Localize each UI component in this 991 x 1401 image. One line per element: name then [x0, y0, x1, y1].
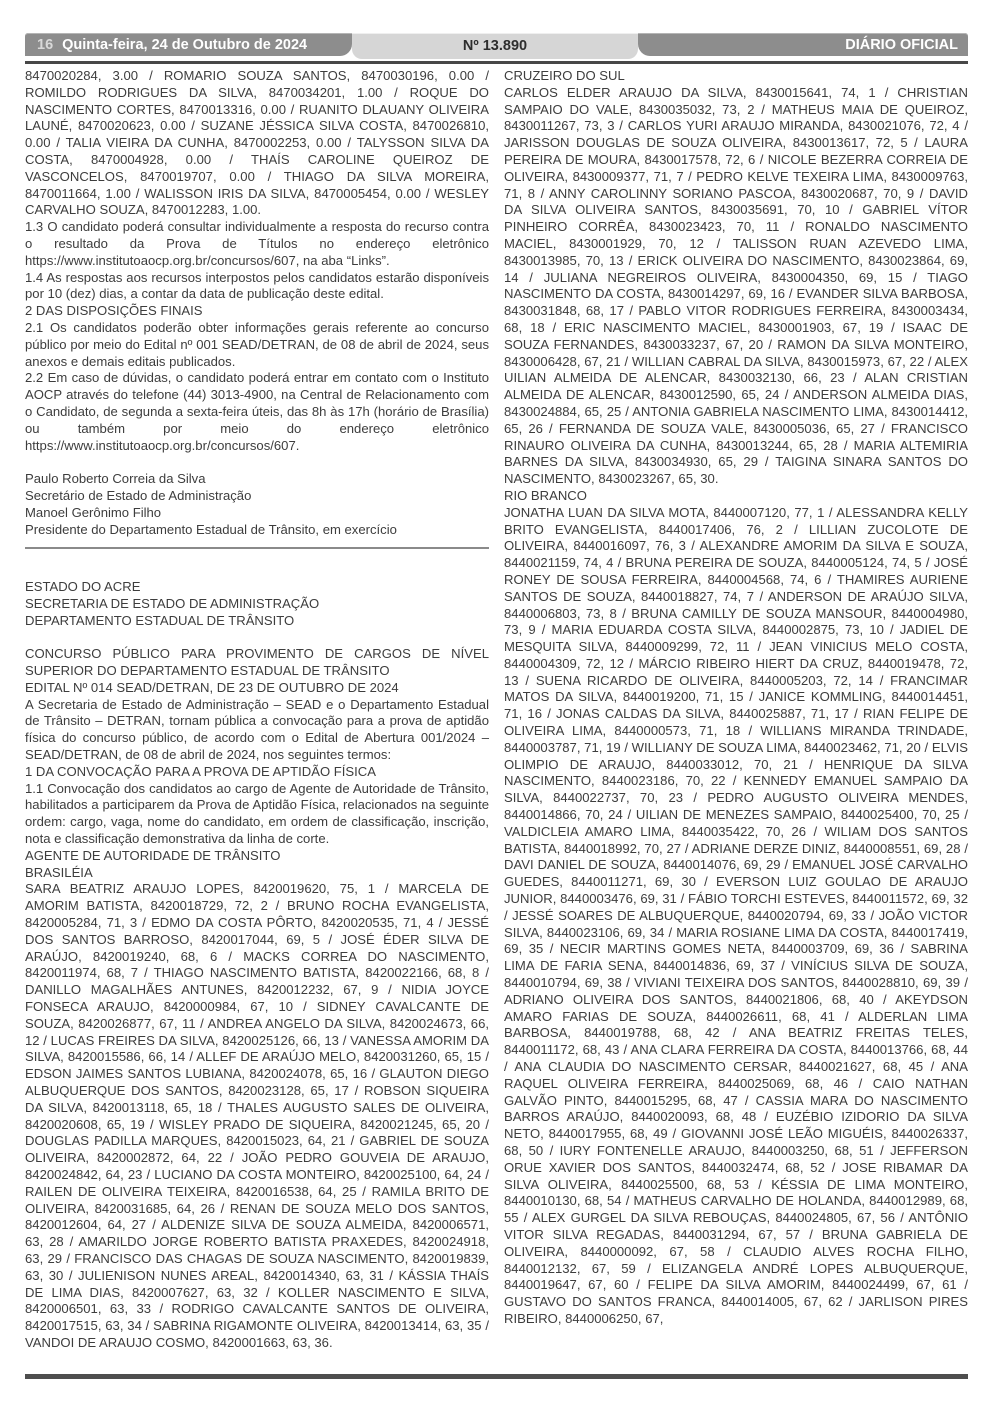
spacer [25, 630, 489, 647]
edital-intro: A Secretaria de Estado de Administração – SEAD e o Departamento Estadual de Trânsito – DETRAN, tornam pública a convocação para a prova de aptidão física do concurso público, de acordo com o Edital de Abertura 001/2024 – SEAD/DETRAN, de 08 de abril de 2024, nos seguintes termos: [25, 696, 489, 763]
city-heading-brasileia: BRASILÉIA [25, 864, 93, 880]
signature-role: Secretário de Estado de Administração [25, 487, 252, 503]
edition-number: Nº 13.890 [462, 38, 528, 54]
heading-section-1: 1 DA CONVOCAÇÃO PARA A PROVA DE APTIDÃO FÍSICA [25, 763, 376, 779]
role-heading: AGENTE DE AUTORIDADE DE TRÂNSITO [25, 847, 281, 863]
edital-number: EDITAL Nº 014 SEAD/DETRAN, DE 23 DE OUTUBRO DE 2024 [25, 679, 399, 695]
paragraph-item-1-4: 1.4 As respostas aos recursos interpostos pelos candidatos estarão disponíveis por 10 (dez) dias, a contar da data de publicação deste edital. [25, 269, 489, 302]
paragraph-item-2-2: 2.2 Em caso de dúvidas, o candidato poderá entrar em contato com o Instituto AOCP através do telefone (44) 3013-4900, na Central de Relacionamento com o Candidato, de segunda a sexta-feira úteis, das 8h às 17h (horário de Brasília) ou também por meio do endereço eletrônico https://www.institutoaocp.org.br/concursos/607. [25, 370, 489, 453]
section-divider [25, 547, 489, 549]
candidate-list-rio-branco: JONATHA LUAN DA SILVA MOTA, 8440007120, 77, 1 / ALESSANDRA KELLY BRITO EVANGELISTA, 8440017406, 76, 2 / LILLIAN ZUCOLOTE DE OLIVEIRA, 8440016097, 76, 3 / ALEXANDRE AMORIM DA SILVA E SOUZA, 8440021159, 74, 4 / BRUNA PEREIRA DE SOUZA, 8440005124, 74, 5 / JOSÉ RONEY DE SOUSA FERREIRA, 8440004568, 74, 6 / THAMIRES AURIENE SANTOS DE SOUZA, 8440018827, 74, 7 / ANDERSON DE ARAÚJO SILVA, 8440006803, 73, 8 / BRUNA CAMILLY DE SOUZA MANSOUR, 8440004980, 73, 9 / MARIA EDUARDA COSTA SILVA, 8440002875, 73, 10 / JADIEL DE MESQUITA SILVA, 8440009299, 72, 11 / JEAN VINICIUS MELO COSTA, 8440004309, 72, 12 / MÁRCIO RIBEIRO HIERT DA CRUZ, 8440019478, 72, 13 / SUENA RICARDO DE OLIVEIRA, 8440005203, 72, 14 / FRANCIMAR MATOS DA SILVA, 8440019200, 71, 15 / JANICE KOMMLING, 8440014451, 71, 16 / JONAS CALDAS DA SILVA, 8440025887, 71, 17 / RIAN FELIPE DE OLIVEIRA LIMA, 8440000573, 71, 18 / WILLIANS MIRANDA TRINDADE, 8440003787, 71, 19 / WILLIANY DE SOUZA LIMA, 8440023462, 71, 20 / ELVIS OLIMPIO DE ARAUJO, 8440033012, 70, 21 / HENRIQUE DA SILVA NASCIMENTO, 8440023186, 70, 22 / KENNEDY EMANUEL SAMPAIO DA SILVA, 8440022737, 70, 23 / PEDRO AUGUSTO OLIVEIRA MENDES, 8440014866, 70, 24 / UILIAN DE MENEZES SAMPAIO, 8440025400, 70, 25 / VALDICLEIA AMARO LIMA, 8440035422, 70, 26 / WILIAM DOS SANTOS BATISTA, 8440018992, 70, 27 / ADRIANE DERZE DINIZ, 8440008551, 69, 28 / DAVI DANIEL DE SOUZA, 8440014076, 69, 29 / EMANUEL JOSÉ CARVALHO GUEDES, 8440011271, 69, 30 / EVERSON LUIZ GOULAO DE ARAUJO JUNIOR, 8440003476, 69, 31 / FÁBIO TORCHI ESTEVES, 8440011572, 69, 32 / JESSÉ SOARES DE ALBUQUERQUE, 8440020794, 69, 33 / JOÃO VICTOR SILVA, 8440023106, 69, 34 / MARIA ROSIANE LIMA DA COSTA, 8440017419, 69, 35 / NECIR MARTINS GOMES NETA, 8440003709, 69, 36 / SABRINA LIMA DE FARIA SENA, 8440014836, 69, 37 / VINÍCIUS SILVA DE SOUZA, 8440010794, 69, 38 / VIVIANI TEIXEIRA DOS SANTOS, 8440028810, 69, 39 / ADRIANO OLIVEIRA DOS SANTOS, 8440021806, 68, 40 / AKEYDSON AMARO FARIAS DE SOUZA, 8440026611, 68, 41 / ALDERLAN LIMA BARBOSA, 8440019788, 68, 42 / ANA BEATRIZ FREITAS TELES, 8440011172, 68, 43 / ANA CLARA FERREIRA DA COSTA, 8440013766, 68, 44 / ANA CLAUDIA DO NASCIMENTO CERSAR, 8440021627, 68, 45 / ANA RAQUEL OLIVEIRA FERREIRA, 8440025069, 68, 46 / CAIO NATHAN GALVÃO PINTO, 8440015295, 68, 47 / CASSIA MARA DO NASCIMENTO BARROS ARAÚJO, 8440020093, 68, 48 / EUZÉBIO IZIDORIO DA SILVA NETO, 8440017955, 68, 49 / GIOVANNI JOSÉ LEÃO MIGUÉIS, 8440026337, 68, 50 / IURY FONTENELLE ARAUJO, 8440003250, 68, 51 / JEFFERSON ORUE XAVIER DOS SANTOS, 8440032474, 68, 52 / JOSE RIBAMAR DA SILVA OLIVEIRA, 8440025500, 68, 53 / KÉSSIA DE LIMA MONTEIRO, 8440010130, 68, 54 / MATHEUS CARVALHO DE HOLANDA, 8440012989, 68, 55 / ALEX GURGEL DA SILVA REBOUÇAS, 8440024805, 67, 56 / ANTÔNIO VITOR SILVA REGADAS, 8440031294, 67, 57 / BRUNA GABRIELA DE OLIVEIRA, 8440000092, 67, 58 / CLAUDIO ALVES ROCHA FILHO, 8440012132, 67, 59 / ELIZANGELA ANDRÉ LOPES ALBUQUERQUE, 8440019647, 67, 60 / FELIPE DA SILVA AMORIM, 8440024499, 67, 61 / GUSTAVO DO SANTOS FRANCA, 8440014005, 67, 62 / JARLISON PIRES RIBEIRO, 8440006250, 67, [504, 504, 968, 1326]
page-bottom-rule [25, 1374, 968, 1379]
masthead-rule [25, 61, 968, 64]
right-column [504, 68, 968, 1379]
paragraph-titles-scores: 8470020284, 3.00 / ROMARIO SOUZA SANTOS, 8470030196, 0.00 / ROMILDO RODRIGUES DA SILVA, 8470034201, 1.00 / ROQUE DO NASCIMENTO CORTES, 8470013316, 0.00 / RUANITO DLAUANY OLIVEIRA LAUNÉ, 8470020623, 0.00 / SUZANE JÉSSICA SILVA COSTA, 8470026810, 0.00 / TALIA VIEIRA DA CUNHA, 8470002253, 0.00 / TALYSSON SILVA DA COSTA, 8470004928, 0.00 / THAÍS CAROLINE QUEIROZ DE VASCONCELOS, 8470019707, 0.00 / THIAGO DA SILVA MOREIRA, 8470011664, 1.00 / WALISSON IRIS DA SILVA, 8470005454, 0.00 / WESLEY CARVALHO SOUZA, 8470012283, 1.00. [25, 68, 489, 218]
publication-title: DIÁRIO OFICIAL [845, 36, 958, 53]
paragraph-item-1-3: 1.3 O candidato poderá consultar individualmente a resposta do recurso contra o resultado da Prova de Títulos no endereço eletrônico https://www.institutoaocp.org.br/concursos/607, na aba “Links”. [25, 219, 489, 268]
heading-section-2: 2 DAS DISPOSIÇÕES FINAIS [25, 303, 203, 319]
paragraph-item-2-1: 2.1 Os candidatos poderão obter informações gerais referente ao concurso público por meio do Edital nº 001 SEAD/DETRAN, de 08 de abril de 2024, seus anexos e demais editais publicados. [25, 319, 489, 369]
signature-role: Presidente do Departamento Estadual de Trânsito, em exercício [25, 521, 397, 537]
left-column [25, 68, 489, 1379]
org-department: DEPARTAMENTO ESTADUAL DE TRÂNSITO [25, 612, 295, 628]
masthead [25, 33, 968, 58]
spacer [25, 562, 489, 579]
org-secretariat: SECRETARIA DE ESTADO DE ADMINISTRAÇÃO [25, 595, 320, 611]
edital-title: CONCURSO PÚBLICO PARA PROVIMENTO DE CARGOS DE NÍVEL SUPERIOR DO DEPARTAMENTO ESTADUAL DE TRÂNSITO [25, 646, 489, 679]
candidate-list-cruzeiro-do-sul: CARLOS ELDER ARAUJO DA SILVA, 8430015641, 74, 1 / CHRISTIAN SAMPAIO DO VALE, 8430035032, 73, 2 / MATHEUS MAIA DE QUEIROZ, 8430011267, 73, 3 / CARLOS YURI ARAUJO MIRANDA, 8430021076, 72, 4 / JARISSON DOUGLAS DE SOUZA OLIVEIRA, 8430013617, 72, 5 / LAURA PEREIRA DE MOURA, 8430017578, 72, 6 / NICOLE BEZERRA CORREIA DE OLIVEIRA, 8430009377, 71, 7 / PEDRO KELVE TEXEIRA LIMA, 8430009763, 71, 8 / ANNY CAROLINNY SORIANO PASCOA, 8430020687, 70, 9 / DAVID DA SILVA OLIVEIRA SANTOS, 8430035691, 70, 10 / GABRIEL VÍTOR PINHEIRO CORRÊA, 8430023423, 70, 11 / RONALDO NASCIMENTO MACIEL, 8430001929, 70, 12 / TALISSON RUAN AZEVEDO LIMA, 8430013985, 70, 13 / ERICK OLIVEIRA DO NASCIMENTO, 8430023864, 69, 14 / JULIANA NEGREIROS OLIVEIRA, 8430004350, 69, 15 / TIAGO NASCIMENTO DA COSTA, 8430014297, 69, 16 / EVANDER SILVA BARBOSA, 8430031848, 68, 17 / PABLO VITOR RODRIGUES FERREIRA, 8430003434, 68, 18 / ERIC NASCIMENTO MACIEL, 8430001903, 67, 19 / ISAAC DE SOUZA FERNANDES, 8430033237, 67, 20 / RAMON DA SILVA MONTEIRO, 8430006428, 67, 21 / WILLIAN CABRAL DA SILVA, 8430015973, 67, 22 / ALEX UILIAN ALMEIDA DE ALENCAR, 8430032130, 66, 23 / ALAN CRISTIAN ALMEIDA DE ALENCAR, 8430012590, 65, 24 / ANDERSON ALMEIDA DIAS, 8430024884, 65, 25 / ANTONIA GABRIELA NASCIMENTO LIMA, 8430014412, 65, 26 / FERNANDA DE SOUZA VALE, 8430005036, 65, 27 / FRANCISCO RINAURO OLIVEIRA DA CUNHA, 8430013244, 65, 28 / MARIA ALTEMIRIA BARNES DA SILVA, 8430034930, 65, 29 / TAIGINA SINARA SANTOS DO NASCIMENTO, 8430023267, 65, 30. [504, 84, 968, 487]
signature-name: Manoel Gerônimo Filho [25, 504, 162, 520]
signature-block [25, 471, 489, 538]
content-columns [25, 68, 968, 1379]
page-number: 16 [37, 36, 54, 53]
city-heading-rio-branco: RIO BRANCO [504, 487, 587, 503]
edition-number-tab [352, 33, 638, 59]
org-state: ESTADO DO ACRE [25, 579, 141, 595]
city-heading-cruzeiro-do-sul: CRUZEIRO DO SUL [504, 68, 625, 83]
spacer [25, 454, 489, 471]
candidate-list-brasileia: SARA BEATRIZ ARAUJO LOPES, 8420019620, 75, 1 / MARCELA DE AMORIM BATISTA, 8420018729, 72, 2 / BRUNO ROCHA EVANGELISTA, 8420005284, 71, 3 / EDMO DA COSTA PÔRTO, 8420020535, 71, 4 / JESSÉ DOS SANTOS BARROSO, 8420017044, 69, 5 / JOSÉ ÉDER SILVA DE ARAÚJO, 8420019240, 68, 6 / MACKS CORREA DO NASCIMENTO, 8420011974, 68, 7 / THIAGO NASCIMENTO BATISTA, 8420022166, 68, 8 / DANILLO MAGALHÃES ANTUNES, 8420012232, 67, 9 / NIDIA JOYCE FONSECA ARAUJO, 8420000984, 67, 10 / SIDNEY CAVALCANTE DE SOUZA, 8420026877, 67, 11 / ANDREA ANGELO DA SILVA, 8420024673, 66, 12 / LUCAS FREIRES DA SILVA, 8420025126, 66, 13 / VANESSA AMORIM DA SILVA, 8420015586, 66, 14 / ALLEF DE ARAÚJO MELO, 8420031260, 65, 15 / EDSON JAIMES SANTOS LUBIANA, 8420024078, 65, 16 / GLAUTON DIEGO ALBUQUERQUE DOS SANTOS, 8420023128, 65, 17 / ROBSON SIQUEIRA DA SILVA, 8420013118, 65, 18 / THALES AUGUSTO SALES DE OLIVEIRA, 8420020608, 65, 19 / WISLEY PRADO DE SIQUEIRA, 8420021245, 65, 20 / DOUGLAS PADILLA MARQUES, 8420015023, 64, 21 / GABRIEL DE SOUZA OLIVEIRA, 8420002872, 64, 22 / JOÃO PEDRO GOUVEIA DE ARAUJO, 8420024842, 64, 23 / LUCIANO DA COSTA MONTEIRO, 8420025100, 64, 24 / RAILEN DE OLIVEIRA TEIXEIRA, 8420016538, 64, 25 / RAMILA BRITO DE OLIVEIRA, 8420031685, 64, 26 / RENAN DE SOUZA MELO DOS SANTOS, 8420012604, 64, 27 / ALDENIZE SILVA DE SOUZA ALMEIDA, 8420006571, 63, 28 / AMARILDO JORGE ROBERTO BATISTA PRAXEDES, 8420024918, 63, 29 / FRANCISCO DAS CHAGAS DE SOUZA NASCIMENTO, 8420019839, 63, 30 / JULIENISON NUNES AREAL, 8420014340, 63, 31 / KÁSSIA THAÍS DE LIMA DIAS, 8420007627, 63, 32 / KOLLER NASCIMENTO E SILVA, 8420006501, 63, 33 / RODRIGO CAVALCANTE SANTOS DE OLIVEIRA, 8420017515, 63, 34 / SABRINA RIGAMONTE OLIVEIRA, 8420013414, 63, 35 / VANDOI DE ARAUJO COSMO, 8420001663, 63, 36. [25, 881, 489, 1350]
masthead-date-segment [25, 33, 352, 56]
signature-name: Paulo Roberto Correia da Silva [25, 471, 206, 487]
paragraph-item-1-1: 1.1 Convocação dos candidatos ao cargo de Agente de Autoridade de Trânsito, habilitados a participarem da Prova de Aptidão Física, relacionados na seguinte ordem: cargo, vaga, nome do candidato, em ordem de classificação, inscrição, nota e classificação demonstrativa da linha de corte. [25, 780, 489, 847]
masthead-title-segment [638, 33, 968, 56]
date-text: Quinta-feira, 24 de Outubro de 2024 [62, 36, 308, 53]
